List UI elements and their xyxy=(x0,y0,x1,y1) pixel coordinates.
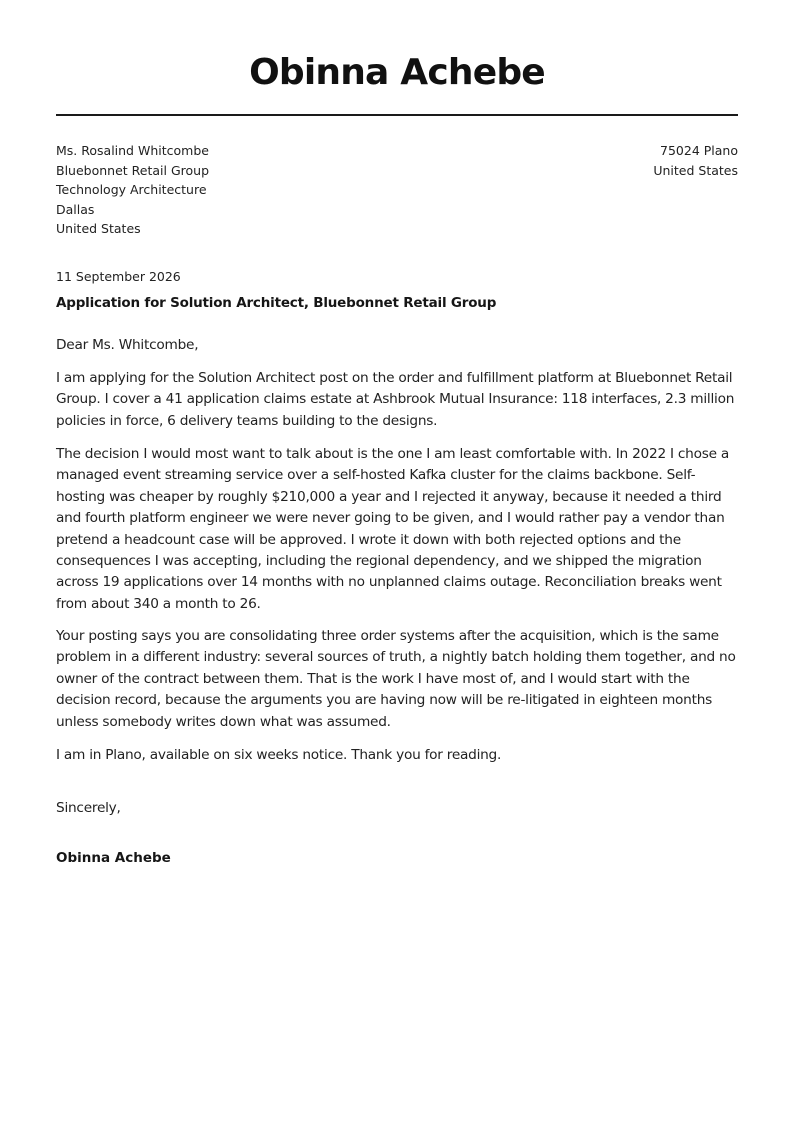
letter-date: 11 September 2026 xyxy=(56,269,181,284)
header-divider xyxy=(56,114,738,116)
body-paragraph-2: The decision I would most want to talk about is the one I am least comfortable with. In 2022 I chose a managed event streaming service over a self-hosted Kafka cluster for the claims backbone. Self-hosting was cheaper by roughly $210,000 a year and I rejected it anyway, because it needed a third and fourth platform engineer we were never going to be given, and I would rather pay a vendor than pretend a headcount case will be approved. I wrote it down with both rejected options and the consequences I was accepting, including the regional dependency, and we shipped the migration across 19 applications over 14 months with no unplanned claims outage. Reconciliation breaks went from about 340 a month to 26. xyxy=(56,446,730,612)
letter-subject: Application for Solution Architect, Bluebonnet Retail Group xyxy=(56,295,497,311)
recipient-name: Ms. Rosalind Whitcombe xyxy=(56,143,209,158)
body-paragraph-4: I am in Plano, available on six weeks notice. Thank you for reading. xyxy=(56,747,502,763)
cover-letter-page xyxy=(56,0,738,1123)
sender-address-line-2: United States xyxy=(653,162,738,178)
sender-address-line-1: 75024 Plano xyxy=(660,143,738,158)
sender-address-block xyxy=(653,141,738,180)
recipient-address-block xyxy=(56,141,209,239)
recipient-company: Bluebonnet Retail Group xyxy=(56,162,210,178)
body-paragraph-1: I am applying for the Solution Architect post on the order and fulfillment platform at Bluebonnet Retail Group. I cover a 41 application claims estate at Ashbrook Mutual Insurance: 118 interfaces, 2.3 million policies in force, 6 delivery teams building to the designs. xyxy=(56,370,735,429)
letter-greeting: Dear Ms. Whitcombe, xyxy=(56,337,199,353)
sender-name-heading: Obinna Achebe xyxy=(249,52,545,93)
letter-closing: Sincerely, xyxy=(56,800,121,816)
body-paragraph-3: Your posting says you are consolidating three order systems after the acquisition, which is the same problem in a different industry: several sources of truth, a nightly batch holding them together, and no owner of the contract between them. That is the work I have most of, and I would start with the decision record, because the arguments you are having now will be re-litigated in eighteen months unless somebody writes down what was assumed. xyxy=(56,628,736,730)
recipient-city: Dallas xyxy=(56,201,95,217)
signature-name: Obinna Achebe xyxy=(56,850,171,866)
recipient-department: Technology Architecture xyxy=(56,182,207,198)
recipient-country: United States xyxy=(56,221,141,237)
